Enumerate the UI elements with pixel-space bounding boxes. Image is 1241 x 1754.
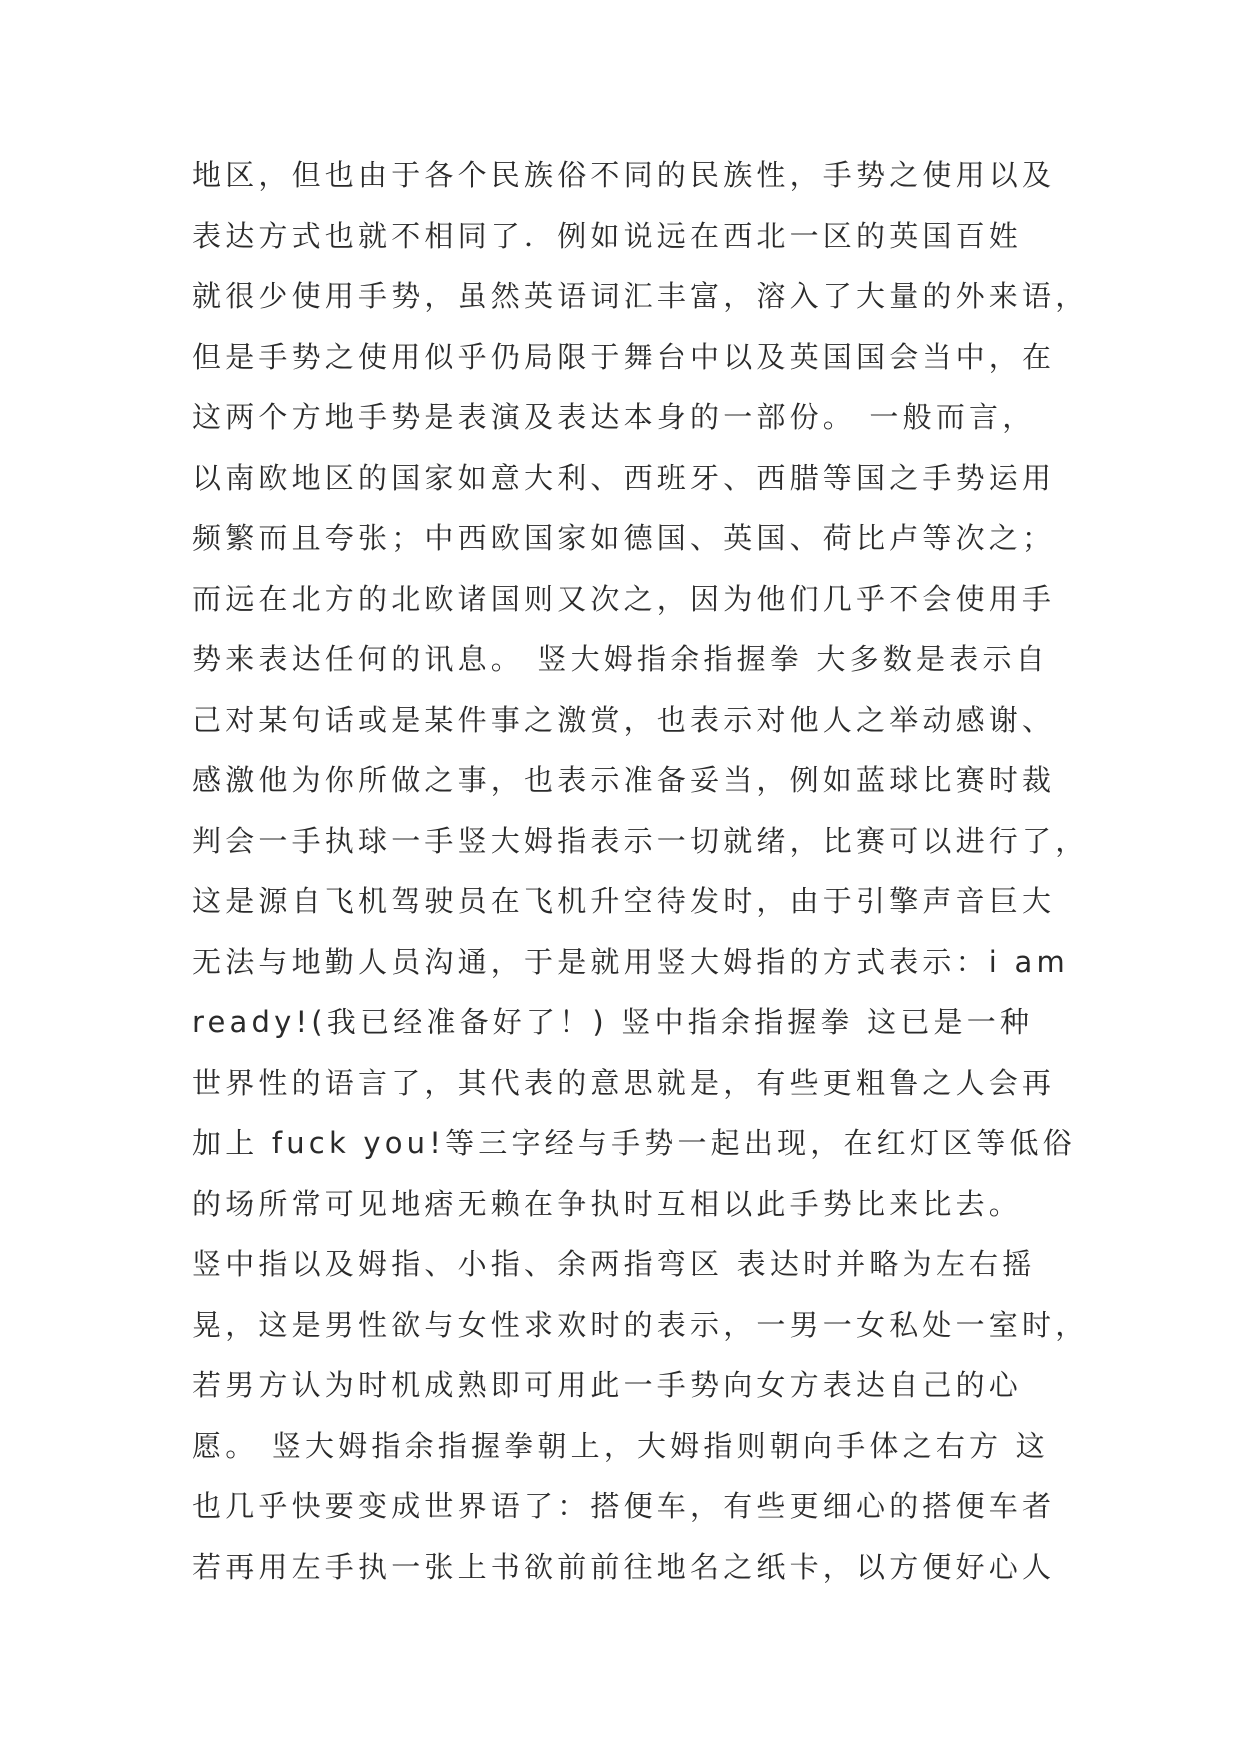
text-line: ready!(我已经准备好了！) 竖中指余指握拳 这已是一种 (192, 1005, 1034, 1039)
text-line: 愿。 竖大姆指余指握拳朝上，大姆指则朝向手体之右方 这 (192, 1428, 1049, 1463)
text-line: 若再用左手执一张上书欲前前往地名之纸卡，以方便好心人 (192, 1549, 1056, 1584)
text-line: 无法与地勤人员沟通，于是就用竖大姆指的方式表示：i am (192, 944, 1069, 979)
text-line: 这是源自飞机驾驶员在飞机升空待发时，由于引擎声音巨大 (192, 884, 1056, 918)
text-line: 也几乎快要变成世界语了：搭便车，有些更细心的搭便车者 (192, 1489, 1056, 1523)
text-line: 而远在北方的北欧诸国则又次之，因为他们几乎不会使用手 (192, 581, 1056, 616)
text-line: 竖中指以及姆指、小指、余两指弯区 表达时并略为左右摇 (192, 1247, 1036, 1281)
text-line: 己对某句话或是某件事之激赏，也表示对他人之举动感谢、 (192, 702, 1056, 737)
text-line: 这两个方地手势是表演及表达本身的一部份。 一般而言， (192, 400, 1036, 434)
text-line: 的场所常可见地痞无赖在争执时互相以此手势比来比去。 (192, 1186, 1023, 1221)
text-line: 晃，这是男性欲与女性求欢时的表示，一男一女私处一室时， (192, 1307, 1089, 1342)
text-line: 判会一手执球一手竖大姆指表示一切就绪，比赛可以进行了， (192, 823, 1089, 858)
text-line: 世界性的语言了，其代表的意思就是，有些更粗鲁之人会再 (192, 1065, 1056, 1100)
text-line: 感激他为你所做之事，也表示准备妥当，例如蓝球比赛时裁 (192, 763, 1056, 797)
text-line: 就很少使用手势，虽然英语词汇丰富，溶入了大量的外来语， (192, 279, 1089, 313)
text-line: 地区，但也由于各个民族俗不同的民族性，手势之使用以及 (192, 158, 1056, 192)
body-text (192, 145, 1089, 1597)
text-line: 势来表达任何的讯息。 竖大姆指余指握拳 大多数是表示自 (192, 642, 1049, 676)
text-line: 若男方认为时机成熟即可用此一手势向女方表达自己的心 (192, 1368, 1023, 1402)
text-line: 表达方式也就不相同了．例如说远在西北一区的英国百姓 (192, 218, 1023, 253)
text-line: 加上 fuck you!等三字经与手势一起出现，在红灯区等低俗 (192, 1126, 1076, 1160)
text-line: 以南欧地区的国家如意大利、西班牙、西腊等国之手势运用 (192, 460, 1056, 495)
text-line: 但是手势之使用似乎仍局限于舞台中以及英国国会当中，在 (192, 339, 1056, 374)
text-line: 频繁而且夸张；中西欧国家如德国、英国、荷比卢等次之； (192, 521, 1056, 555)
